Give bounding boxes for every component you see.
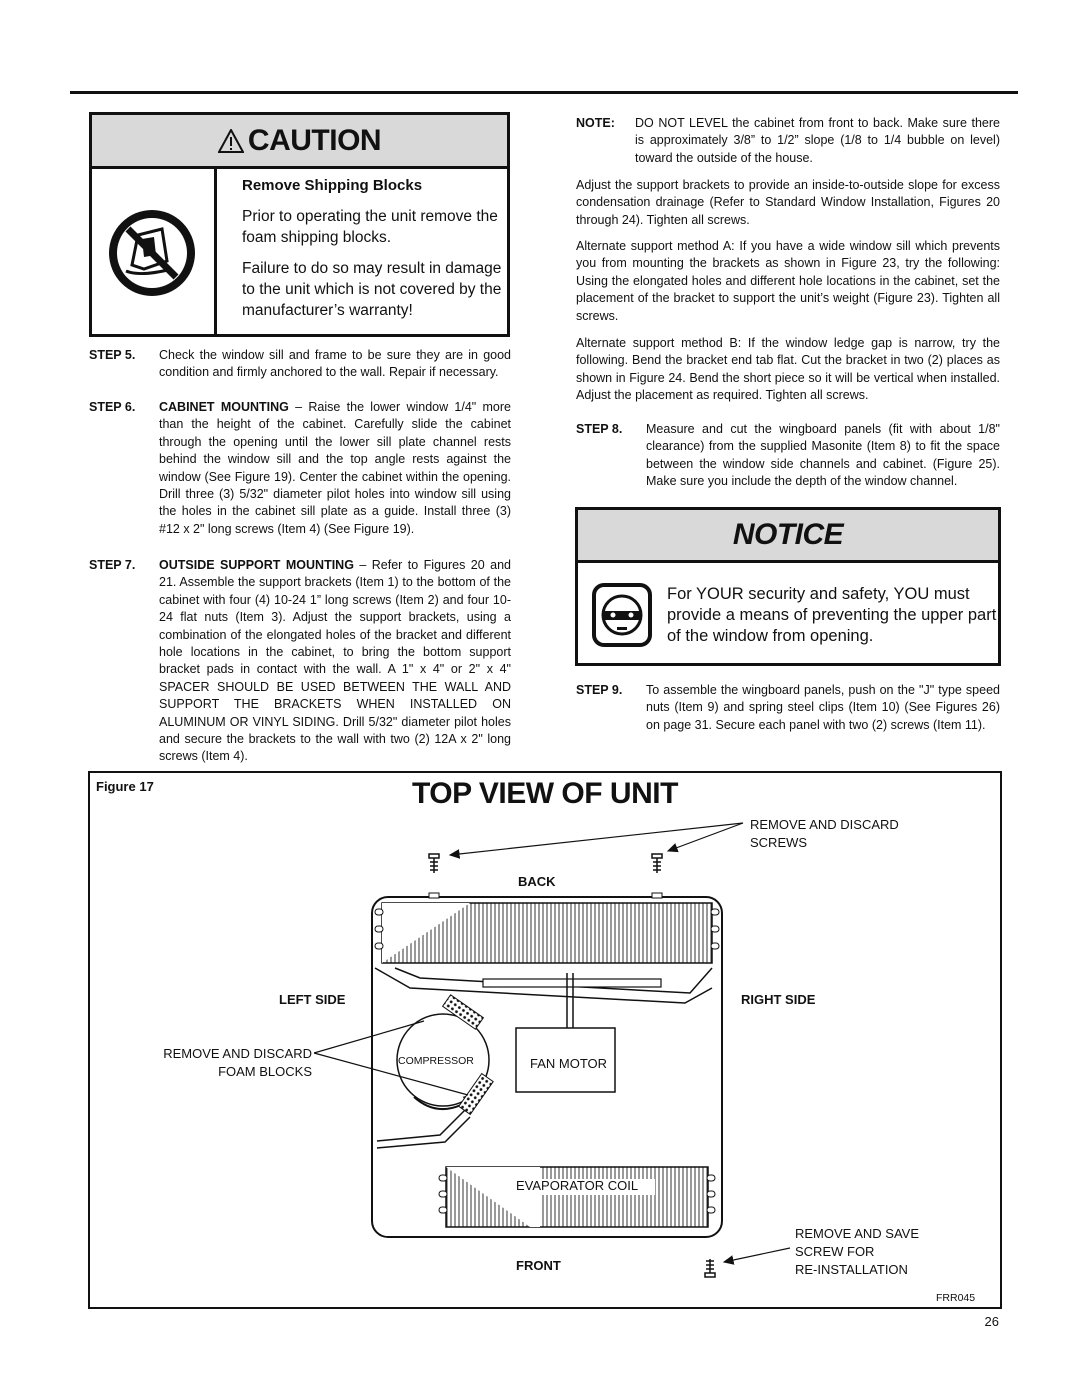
step-7-lead: OUTSIDE SUPPORT MOUNTING [159, 558, 354, 572]
step-6 [89, 399, 511, 549]
step-9 [576, 682, 1000, 738]
caution-text [242, 175, 504, 331]
label-remove-foam: REMOVE AND DISCARD FOAM BLOCKS [163, 1046, 312, 1079]
step-6-lead: CABINET MOUNTING [159, 400, 289, 414]
figure-code: FRR045 [936, 1292, 976, 1304]
caution-title: CAUTION [247, 123, 382, 157]
step-6-text: – Raise the lower window 1/4" more than the height of the cabinet. Carefully slide the cabinet through the opening until the lower sill plate channel rests behind the window sill and the top angle rests against the window (See Figure 19). Center the cabinet within the opening. Drill three (3) 5/32" diameter pilot holes into window sill using the holes in the cabinet sill plate as a guide. Install three (3) #12 x 2" long screws (Item 4) (See Figure 19). [159, 400, 511, 536]
step-5-text: Check the window sill and frame to be sure they are in good condition and firmly anchored to the wall. Repair if necessary. [159, 348, 511, 380]
figure-title: TOP VIEW OF UNIT [412, 777, 678, 810]
label-compressor: COMPRESSOR [398, 1055, 474, 1067]
notice-title: NOTICE [732, 518, 844, 551]
warning-triangle-icon [218, 129, 244, 153]
caution-box [89, 112, 510, 337]
notice-header [578, 510, 998, 563]
label-remove-save: REMOVE AND SAVE SCREW FOR RE-INSTALLATION [795, 1226, 920, 1277]
caution-header [92, 115, 507, 169]
step-9-label: STEP 9. [576, 683, 623, 697]
caution-line-1: Prior to operating the unit remove the foam shipping blocks. [242, 208, 498, 246]
label-remove-screws: REMOVE AND DISCARD SCREWS [750, 817, 899, 850]
step-8-label: STEP 8. [576, 422, 623, 436]
step-5-label: STEP 5. [89, 348, 136, 362]
step-7-body [159, 557, 511, 766]
step-7-text: – Refer to Figures 20 and 21. Assemble the support brackets (Item 1) to the bottom of the cabinet with four (4) 10-24 1” long screws (Item 2) and four 10-24 flat nuts (Item 3). Adjust the support brackets, using a combination of the elongated holes of the bracket and different hole locations in the cabinet, to bring the bottom support bracket pads in contact with the wall. A 1" x 4" or 2" x 4" SPACER SHOULD BE USED BETWEEN THE WALL AND SUPPORT THE BRACKETS WHEN INSTALLED ON ALUMINUM OR VINYL SIDING. Drill 5/32" diameter pilot holes and secure the brackets to the wall with two (2) 12A x 2" long screws (Item 4). [159, 558, 511, 764]
label-evaporator-coil: EVAPORATOR COIL [516, 1178, 639, 1193]
paragraph-method-b: Alternate support method B: If the window ledge gap is narrow, try the following. Bend the bracket end tab flat. Cut the bracket in two (2) places as shown in Figure 24. Bend the short piece so it will be vertical when installed. Adjust the placement as required. Tighten all screws. [576, 336, 1000, 403]
paragraph-adjust: Adjust the support brackets to provide an inside-to-outside slope for excess condensation drainage (Refer to Standard Window Installation, Figures 20 through 24). Tighten all screws. [576, 178, 1000, 227]
figure-label: Figure 17 [96, 779, 154, 794]
paragraph-method-a: Alternate support method A: If you have a wide window sill which prevents you from mounting the brackets as shown in Figure 23, try the following: Using the elongated holes and different hole locations in the cabinet, set the placement of the bracket to support the unit’s weight (Figure 23). Tighten all screws. [576, 239, 1000, 323]
label-back: BACK [518, 874, 556, 889]
note [576, 115, 1000, 170]
no-shipping-blocks-icon [92, 169, 214, 337]
caution-line-2: Failure to do so may result in damage to the unit which is not covered by the manufacturer’s warranty! [242, 260, 502, 319]
page-number: 26 [984, 1314, 999, 1329]
notice-text: For YOUR security and safety, YOU must provide a means of preventing the upper part of the window from opening. [667, 585, 997, 645]
screw-icon [429, 854, 439, 873]
caution-icon-cell [92, 169, 217, 334]
label-fan-motor: FAN MOTOR [530, 1056, 608, 1071]
step-7-label: STEP 7. [89, 558, 136, 572]
label-right-side: RIGHT SIDE [741, 992, 816, 1007]
step-8-text: Measure and cut the wingboard panels (fit with about 1/8" clearance) from the supplied Masonite (Item 8) to fit the space between the window side channels and cabinet. (Figure 25). Make sure you include the depth of the window channel. [646, 422, 1000, 489]
label-front: FRONT [516, 1258, 561, 1273]
figure-17 [88, 771, 1002, 1309]
step-8 [576, 421, 1000, 493]
notice-box [575, 507, 1001, 666]
label-left-side: LEFT SIDE [279, 992, 346, 1007]
step-9-text: To assemble the wingboard panels, push on the "J" type speed nuts (Item 9) and spring steel clips (Item 10) (See Figures 26) on page 31. Secure each panel with two (2) screws (Item 11). [646, 683, 1000, 732]
note-text: DO NOT LEVEL the cabinet from front to back. Make sure there is approximately 3/8” to 1/2” slope (1/8 to 1/4 bubble on level) toward the outside of the house. [635, 116, 1000, 165]
screw-icon [652, 854, 662, 873]
step-6-body [159, 399, 511, 538]
note-label: NOTE: [576, 116, 615, 130]
step-7 [89, 557, 511, 769]
window-lock-icon [591, 582, 653, 648]
screw-icon [705, 1259, 715, 1277]
caution-heading: Remove Shipping Blocks [242, 177, 423, 194]
step-6-label: STEP 6. [89, 400, 136, 414]
step-5 [89, 347, 511, 383]
top-rule [70, 91, 1018, 94]
